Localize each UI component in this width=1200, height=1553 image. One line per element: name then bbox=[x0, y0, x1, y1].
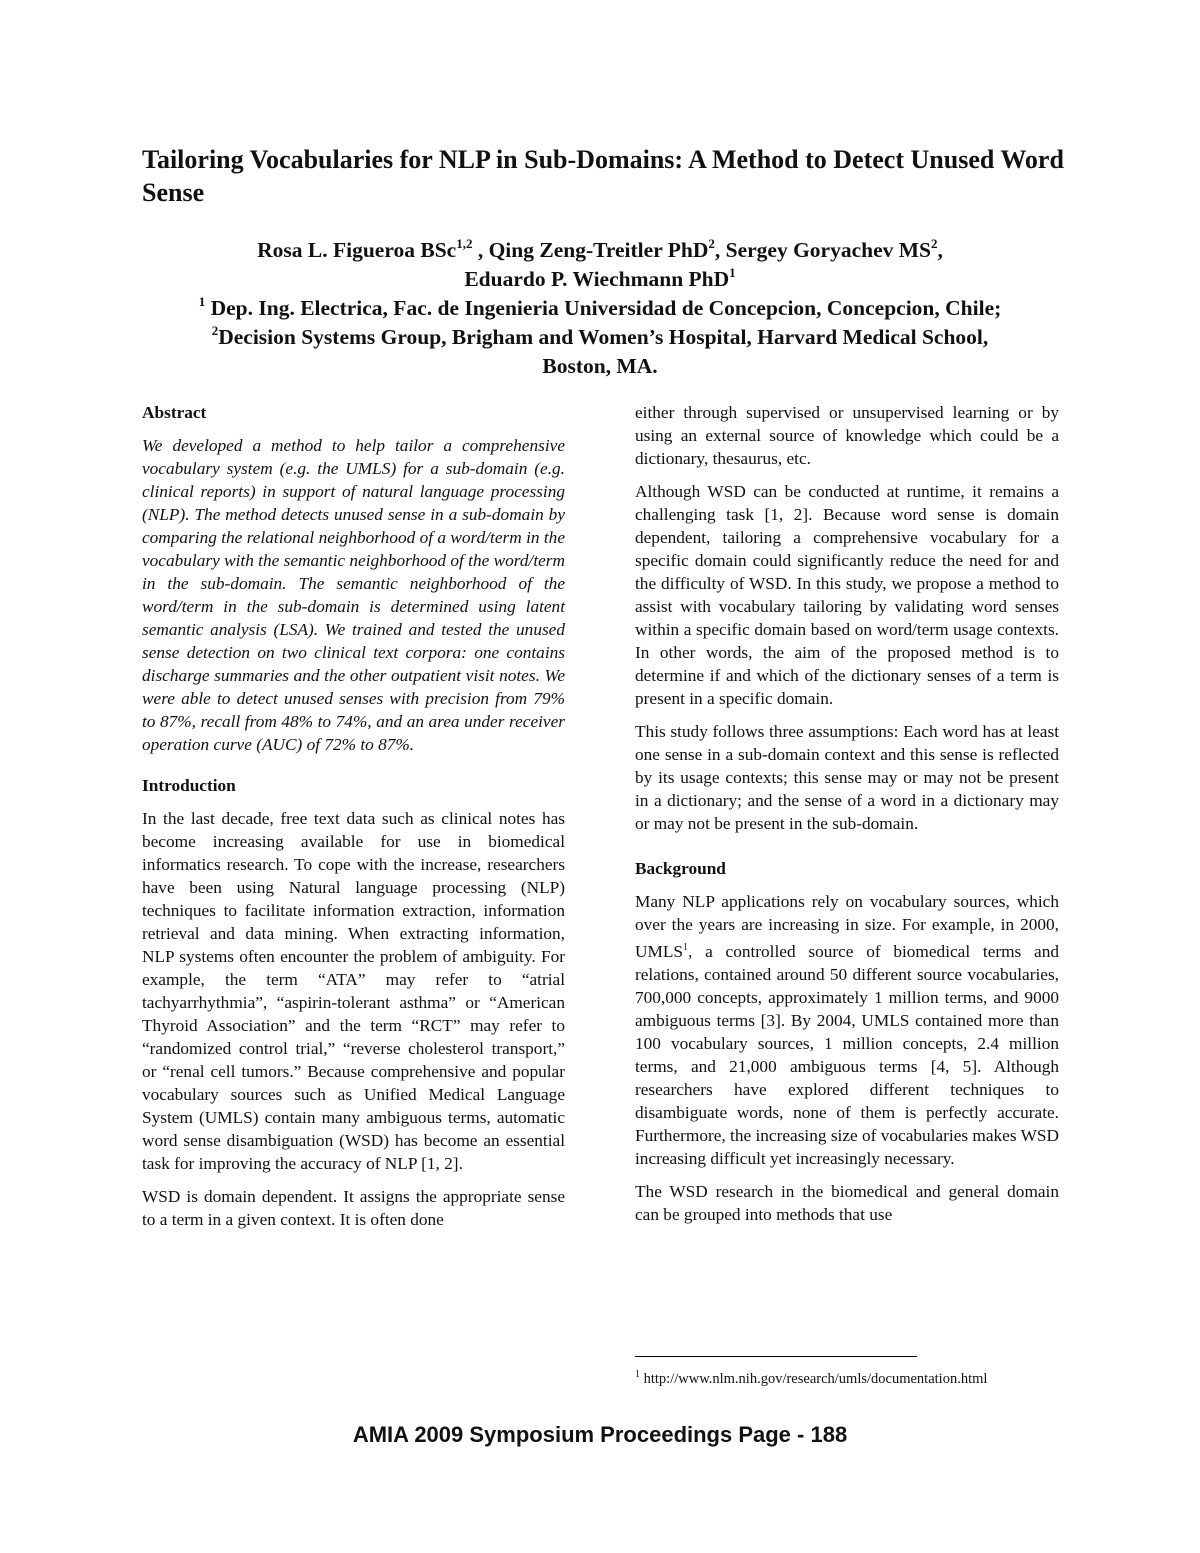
abstract-heading: Abstract bbox=[142, 403, 207, 422]
paper-title: Tailoring Vocabularies for NLP in Sub-Domains: A Method to Detect Unused Word Sense bbox=[142, 145, 1064, 207]
abstract-text: We developed a method to help tailor a comprehensive vocabulary system (e.g. the UMLS) for a sub-domain (e.g. clinical reports) in support of natural language processing (NLP). The method detects unused sense in a sub-domain by comparing the relational neighborhood of a word/term in the vocabulary with the semantic neighborhood of the word/term in the sub-domain. The semantic neighborhood of the word/term in the sub-domain is determined using latent semantic analysis (LSA). We trained and tested the unused sense detection on two clinical text corpora: one contains discharge summaries and the other outpatient visit notes. We were able to detect unused senses with precision from 79% to 87%, recall from 48% to 74%, and an area under receiver operation curve (AUC) of 72% to 87%. bbox=[142, 436, 565, 754]
background-heading: Background bbox=[635, 859, 726, 878]
footnote-marker: 1 bbox=[683, 942, 689, 953]
introduction-paragraph-2: WSD is domain dependent. It assigns the appropriate sense to a term in a given context. It is often done bbox=[142, 1187, 565, 1229]
body-paragraph-3: This study follows three assumptions: Each word has at least one sense in a sub-domain context and this sense is reflected by its usage contexts; this sense may or may not be present in a dictionary; and the sense of a word in a dictionary may or may not be present in the sub-domain. bbox=[635, 722, 1059, 833]
affiliation-text: Decision Systems Group, Brigham and Women’s Hospital, Harvard Medical School, bbox=[218, 325, 989, 349]
affiliation-marker: 1,2 bbox=[456, 235, 473, 251]
background-paragraph-1 bbox=[635, 890, 1059, 1170]
author-line-1 bbox=[0, 236, 1200, 265]
background-text: Many NLP applications rely on vocabulary sources, which over the years are increasing in size. For example, in 2000, UMLS bbox=[635, 892, 1059, 961]
author-block bbox=[0, 236, 1200, 381]
footnote-number: 1 bbox=[635, 1369, 640, 1380]
footnote-divider bbox=[635, 1356, 917, 1357]
footnote bbox=[635, 1365, 987, 1389]
affiliation-marker: 1 bbox=[198, 293, 206, 309]
author-name: , Qing Zeng-Treitler PhD bbox=[472, 238, 709, 262]
affiliation-marker: 2 bbox=[931, 235, 938, 251]
left-column bbox=[142, 401, 565, 1241]
introduction-heading: Introduction bbox=[142, 776, 236, 795]
background-paragraph-2: The WSD research in the biomedical and general domain can be grouped into methods that use bbox=[635, 1181, 1059, 1224]
affiliation-1 bbox=[0, 294, 1200, 323]
author-separator: , bbox=[937, 238, 943, 262]
author-line-2 bbox=[0, 265, 1200, 294]
footnote-url: http://www.nlm.nih.gov/research/umls/documentation.html bbox=[640, 1370, 988, 1387]
author-name: Eduardo P. Wiechmann PhD bbox=[464, 267, 730, 291]
page-footer: AMIA 2009 Symposium Proceedings Page - 188 bbox=[352, 1422, 848, 1447]
author-name: Rosa L. Figueroa BSc bbox=[257, 238, 457, 262]
affiliation-marker: 1 bbox=[729, 264, 736, 280]
body-paragraph-1: either through supervised or unsupervised learning or by using an external source of knowledge which could be a dictionary, thesaurus, etc. bbox=[635, 403, 1059, 468]
affiliation-text: Dep. Ing. Electrica, Fac. de Ingenieria Universidad de Concepcion, Concepcion, Chile; bbox=[205, 296, 1002, 320]
introduction-paragraph-1: In the last decade, free text data such as clinical notes has become increasing available for use in biomedical informatics research. To cope with the increase, researchers have been using Natural language processing (NLP) techniques to facilitate information extraction, information retrieval and data mining. When extracting information, NLP systems often encounter the problem of ambiguity. For example, the term “ATA” may refer to “atrial tachyarrhythmia”, “aspirin-tolerant asthma” or “American Thyroid Association” and the term “RCT” may refer to “randomized control trial,” “reverse cholesterol transport,” or “renal cell tumors.” Because comprehensive and popular vocabulary sources such as Unified Medical Language System (UMLS) contain many ambiguous terms, automatic word sense disambiguation (WSD) has become an essential task for improving the accuracy of NLP [1, 2]. bbox=[142, 809, 565, 1173]
body-paragraph-2: Although WSD can be conducted at runtime, it remains a challenging task [1, 2]. Because word sense is domain dependent, tailoring a comprehensive vocabulary for a specific domain could significantly reduce the need for and the difficulty of WSD. In this study, we propose a method to assist with vocabulary tailoring by validating word senses within a specific domain based on word/term usage contexts. In other words, the aim of the proposed method is to determine if and which of the dictionary senses of a term is present in a specific domain. bbox=[635, 482, 1059, 708]
author-name: , Sergey Goryachev MS bbox=[714, 238, 932, 262]
affiliation-marker: 2 bbox=[211, 322, 219, 338]
background-text: , a controlled source of biomedical terms and relations, contained around 50 different source vocabularies, 700,000 concepts, approximately 1 million terms, and 9000 ambiguous terms [3]. By 2004, UMLS contained more than 100 vocabulary sources, 1 million concepts, 2.4 million terms, and 21,000 ambiguous terms [4, 5]. Although researchers have explored different techniques to disambiguate words, none of them is perfectly accurate. Furthermore, the increasing size of vocabularies makes WSD increasing difficult yet increasingly necessary. bbox=[635, 941, 1059, 1168]
affiliation-2 bbox=[0, 323, 1200, 352]
affiliation-2-city: Boston, MA. bbox=[542, 354, 658, 378]
right-column bbox=[635, 401, 1059, 1236]
affiliation-marker: 2 bbox=[708, 235, 715, 251]
